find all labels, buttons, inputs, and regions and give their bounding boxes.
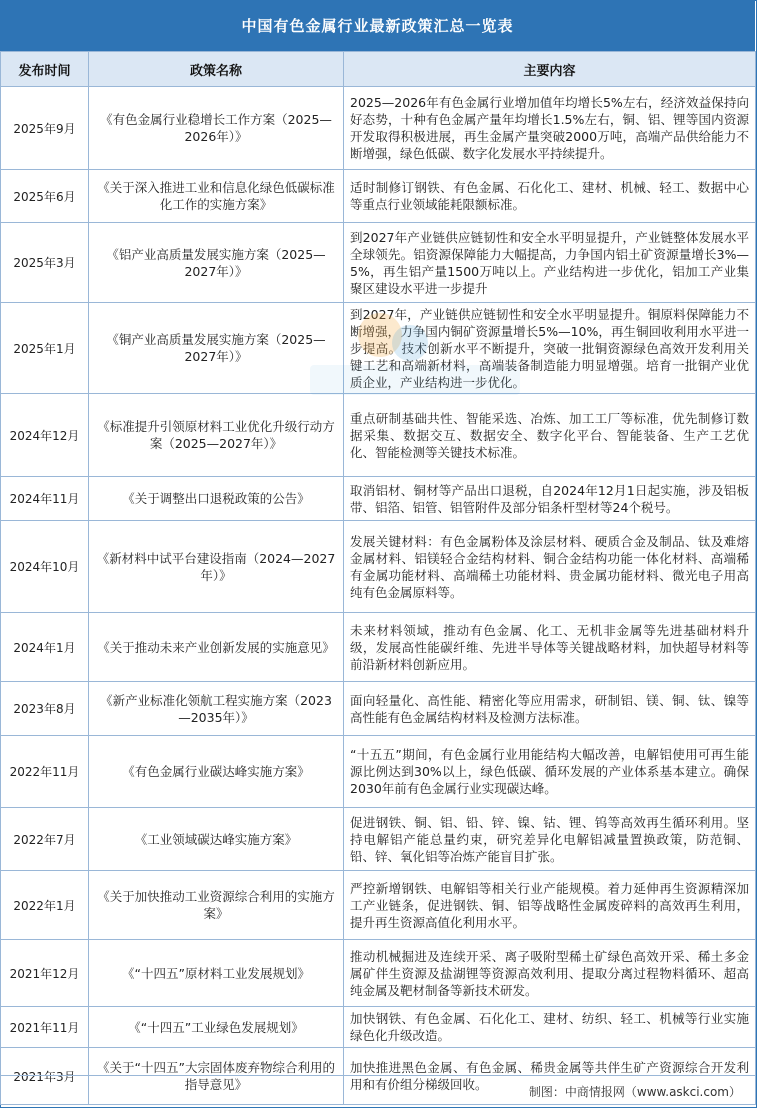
content-cell: 推动机械掘进及连续开采、离子吸附型稀土矿绿色高效开采、稀土多金属矿伴生资源及盐湖锂等资源高效利用、提取分离过程物料循环、超高纯金属及靶材制备等新技术研发。 — [344, 940, 756, 1007]
content-cell: 面向轻量化、高性能、精密化等应用需求，研制铝、镁、铜、钛、镍等高性能有色金属结构材料及检测方法标准。 — [344, 682, 756, 736]
date-cell: 2025年1月 — [1, 303, 89, 394]
column-header-name: 政策名称 — [89, 52, 344, 87]
date-cell: 2024年1月 — [1, 613, 89, 682]
date-cell: 2021年12月 — [1, 940, 89, 1007]
table-row — [1, 1007, 756, 1048]
policy-name-cell: 《关于加快推动工业资源综合利用的实施方案》 — [89, 871, 344, 940]
policy-name-cell: 《新产业标准化领航工程实施方案（2023—2035年）》 — [89, 682, 344, 736]
content-cell: 加快钢铁、有色金属、石化化工、建材、纺织、轻工、机械等行业实施绿色化升级改造。 — [344, 1007, 756, 1048]
date-cell: 2024年12月 — [1, 394, 89, 477]
date-cell: 2022年1月 — [1, 871, 89, 940]
date-cell: 2022年7月 — [1, 808, 89, 871]
table-row — [1, 87, 756, 170]
date-cell: 2023年8月 — [1, 682, 89, 736]
policy-name-cell: 《“十四五”原材料工业发展规划》 — [89, 940, 344, 1007]
page-title: 中国有色金属行业最新政策汇总一览表 — [0, 0, 755, 51]
date-cell: 2021年3月 — [1, 1048, 89, 1105]
table-row — [1, 394, 756, 477]
content-cell: “十五五”期间，有色金属行业用能结构大幅改善，电解铝使用可再生能源比例达到30%以上，绿色低碳、循环发展的产业体系基本建立。确保2030年前有色金属行业实现碳达峰。 — [344, 736, 756, 808]
policy-name-cell: 《标准提升引领原材料工业优化升级行动方案（2025—2027年）》 — [89, 394, 344, 477]
footer-text: 制图：中商情报网（www.askci.com） — [528, 1085, 741, 1099]
policy-table — [0, 51, 756, 1105]
content-cell: 严控新增钢铁、电解铝等相关行业产能规模。着力延伸再生资源精深加工产业链条，促进钢铁、铜、铝等战略性金属废碎料的高效再生利用，提升再生资源高值化利用水平。 — [344, 871, 756, 940]
content-cell: 取消铝材、铜材等产品出口退税，自2024年12月1日起实施，涉及铝板带、铝箔、铝管、铝管附件及部分铝条杆型材等24个税号。 — [344, 477, 756, 521]
date-cell: 2021年11月 — [1, 1007, 89, 1048]
date-cell: 2025年9月 — [1, 87, 89, 170]
content-cell: 加快推进黑色金属、有色金属、稀贵金属等共伴生矿产资源综合开发利用和有价组分梯级回收。 — [344, 1048, 756, 1105]
table-body — [1, 87, 756, 1105]
table-row — [1, 170, 756, 223]
policy-name-cell: 《关于调整出口退税政策的公告》 — [89, 477, 344, 521]
policy-name-cell: 《有色金属行业碳达峰实施方案》 — [89, 736, 344, 808]
table-row — [1, 736, 756, 808]
table-row — [1, 682, 756, 736]
table-row — [1, 303, 756, 394]
policy-name-cell: 《关于推动未来产业创新发展的实施意见》 — [89, 613, 344, 682]
content-cell: 到2027年产业链供应链韧性和安全水平明显提升，产业链整体发展水平全球领先。铝资源保障能力大幅提高，力争国内铝土矿资源量增长3%—5%，再生铝产量1500万吨以上。产业结构进一步优化，铝加工产业集聚区建设水平进一步提升 — [344, 223, 756, 303]
policy-name-cell: 《工业领域碳达峰实施方案》 — [89, 808, 344, 871]
policy-name-cell: 《铜产业高质量发展实施方案（2025—2027年）》 — [89, 303, 344, 394]
content-cell: 未来材料领域，推动有色金属、化工、无机非金属等先进基础材料升级，发展高性能碳纤维、先进半导体等关键战略材料，加快超导材料等前沿新材料创新应用。 — [344, 613, 756, 682]
policy-name-cell: 《“十四五”工业绿色发展规划》 — [89, 1007, 344, 1048]
date-cell: 2024年11月 — [1, 477, 89, 521]
footer-credit — [0, 1075, 755, 1107]
table-row — [1, 521, 756, 613]
content-cell: 重点研制基础共性、智能采选、冶炼、加工工厂等标准，优先制修订数据采集、数据交互、数据安全、数字化平台、智能装备、生产工艺优化、智能检测等关键技术标准。 — [344, 394, 756, 477]
policy-name-cell: 《铝产业高质量发展实施方案（2025—2027年）》 — [89, 223, 344, 303]
table-row — [1, 613, 756, 682]
date-cell: 2025年6月 — [1, 170, 89, 223]
policy-name-cell: 《有色金属行业稳增长工作方案（2025—2026年）》 — [89, 87, 344, 170]
table-row — [1, 940, 756, 1007]
column-header-date: 发布时间 — [1, 52, 89, 87]
content-cell: 2025—2026年有色金属行业增加值年均增长5%左右，经济效益保持向好态势，十种有色金属产量年均增长1.5%左右，铜、铝、锂等国内资源开发取得积极进展，再生金属产量突破2000万吨，高端产品供给能力不断增强，绿色低碳、数字化发展水平持续提升。 — [344, 87, 756, 170]
table-row — [1, 808, 756, 871]
date-cell: 2025年3月 — [1, 223, 89, 303]
date-cell: 2024年10月 — [1, 521, 89, 613]
table-row — [1, 223, 756, 303]
date-cell: 2022年11月 — [1, 736, 89, 808]
header-row — [1, 52, 756, 87]
content-cell: 适时制修订钢铁、有色金属、石化化工、建材、机械、轻工、数据中心等重点行业领域能耗限额标准。 — [344, 170, 756, 223]
column-header-content: 主要内容 — [344, 52, 756, 87]
content-cell: 发展关键材料：有色金属粉体及涂层材料、硬质合金及制品、钛及难熔金属材料、铝镁轻合金结构材料、铜合金结构功能一体化材料、高端稀有金属功能材料、高端稀土功能材料、贵金属功能材料、微光电子用高纯有色金属原料等。 — [344, 521, 756, 613]
content-cell: 到2027年，产业链供应链韧性和安全水平明显提升。铜原料保障能力不断增强，力争国内铜矿资源量增长5%—10%，再生铜回收利用水平进一步提高。技术创新水平不断提升，突破一批铜资源绿色高效开发利用关键工艺和高端新材料，高端装备制造能力明显增强。培育一批铜产业优质企业，产业结构进一步优化。 — [344, 303, 756, 394]
table-row — [1, 477, 756, 521]
policy-name-cell: 《关于“十四五”大宗固体废弃物综合利用的指导意见》 — [89, 1048, 344, 1105]
table-row — [1, 871, 756, 940]
policy-name-cell: 《新材料中试平台建设指南（2024—2027年）》 — [89, 521, 344, 613]
policy-name-cell: 《关于深入推进工业和信息化绿色低碳标准化工作的实施方案》 — [89, 170, 344, 223]
content-cell: 促进钢铁、铜、铝、铅、锌、镍、钴、锂、钨等高效再生循环利用。坚持电解铝产能总量约束，研究差异化电解铝减量置换政策，防范铜、铅、锌、氧化铝等冶炼产能盲目扩张。 — [344, 808, 756, 871]
